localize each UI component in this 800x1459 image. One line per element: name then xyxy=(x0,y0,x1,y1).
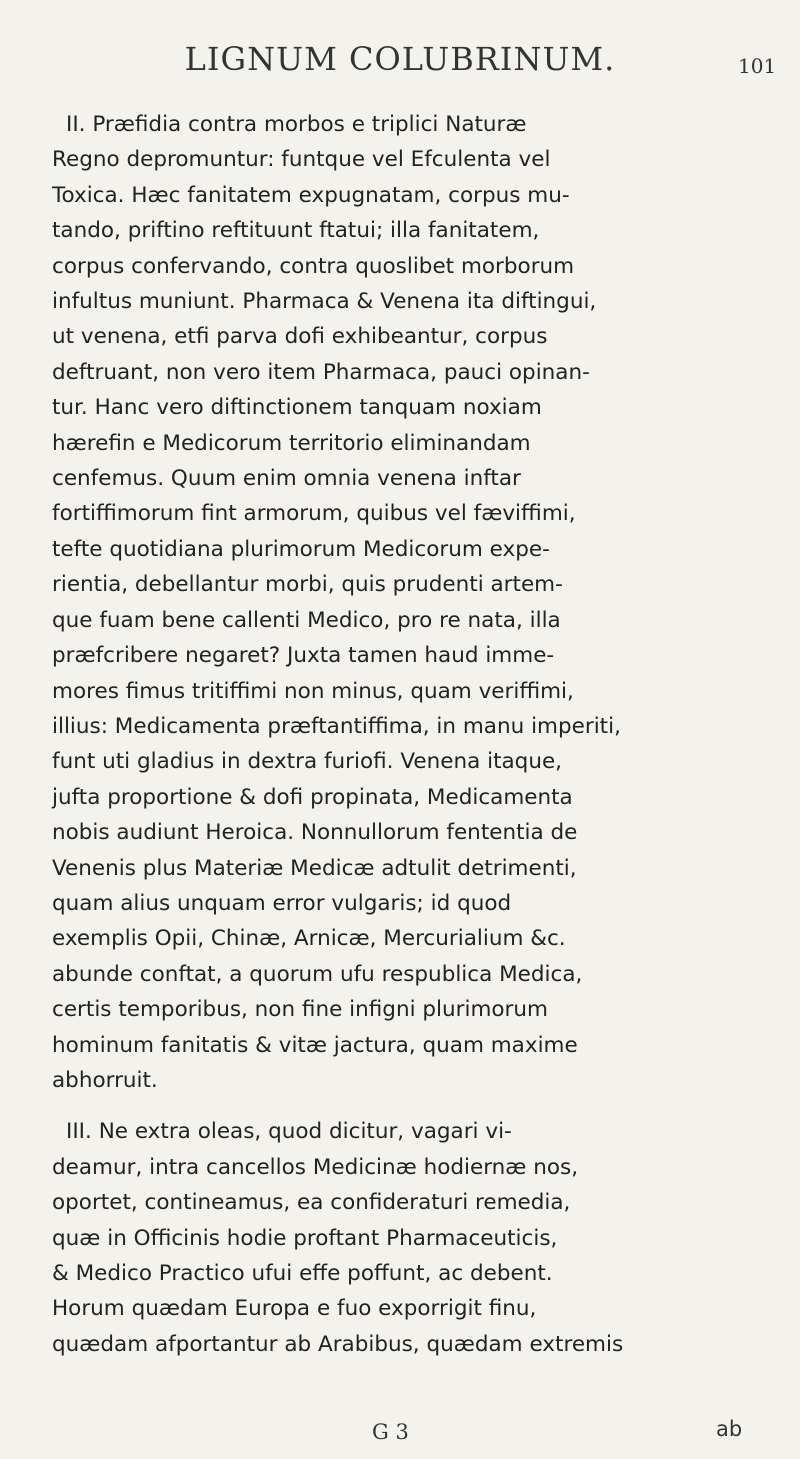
text-line: Horum quædam Europa e fuo exporrigit finu, xyxy=(52,1296,537,1322)
text-line: præfcribere negaret? Juxta tamen haud imme- xyxy=(52,643,555,669)
text-line: cenfemus. Quum enim omnia venena inftar xyxy=(52,466,521,492)
catchword: ab xyxy=(716,1417,743,1441)
text-line: tefte quotidiana plurimorum Medicorum expe- xyxy=(52,536,550,562)
text-line: abunde conftat, a quorum ufu respublica Medica, xyxy=(52,961,583,987)
text-line: Regno depromuntur: funtque vel Efculenta vel xyxy=(52,147,551,173)
text-line: infultus muniunt. Pharmaca & Venena ita diftingui, xyxy=(52,289,597,315)
text-line: hominum fanitatis & vitæ jactura, quam maxime xyxy=(52,1032,578,1058)
signature-mark: G 3 xyxy=(372,1420,409,1444)
text-line: deamur, intra cancellos Medicinæ hodiernæ nos, xyxy=(52,1154,579,1180)
text-line: ut venena, etfi parva dofi exhibeantur, corpus xyxy=(52,324,548,350)
paragraph xyxy=(52,1114,758,1362)
text-line: illius: Medicamenta præftantiffima, in manu imperiti, xyxy=(52,713,621,739)
text-line: certis temporibus, non fine infigni plurimorum xyxy=(52,997,548,1023)
text-line: jufta proportione & dofi propinata, Medicamenta xyxy=(52,784,573,810)
text-line: quam alius unquam error vulgaris; id quod xyxy=(52,890,512,916)
text-line: nobis audiunt Heroica. Nonnullorum fententia de xyxy=(52,820,578,846)
text-line: quædam afportantur ab Arabibus, quædam extremis xyxy=(52,1331,624,1357)
text-line: quæ in Officinis hodie proftant Pharmaceuticis, xyxy=(52,1225,558,1251)
text-line: & Medico Practico ufui effe poffunt, ac debent. xyxy=(52,1261,553,1286)
text-line: mores fimus tritiffimi non minus, quam veriffimi, xyxy=(52,678,574,704)
text-line: hærefin e Medicorum territorio eliminandam xyxy=(52,430,531,456)
text-line: III. Ne extra oleas, quod dicitur, vagari vi- xyxy=(66,1119,512,1145)
text-line: que fuam bene callenti Medico, pro re nata, illa xyxy=(52,607,561,633)
text-line: funt uti gladius in dextra furiofi. Venena itaque, xyxy=(52,749,563,775)
paragraph xyxy=(52,107,758,1098)
text-line: rientia, debellantur morbi, quis prudenti artem- xyxy=(52,572,563,598)
text-line: corpus confervando, contra quoslibet morborum xyxy=(52,253,575,279)
body-text xyxy=(52,107,758,1362)
text-line: fortiffimorum fint armorum, quibus vel fæviffimi, xyxy=(52,501,576,527)
text-line: oportet, contineamus, ea confideraturi remedia, xyxy=(52,1190,571,1216)
text-line: tando, priftino reftituunt ftatui; illa fanitatem, xyxy=(52,218,540,244)
text-line: Toxica. Hæc fanitatem expugnatam, corpus mu- xyxy=(52,182,570,208)
text-line: abhorruit. xyxy=(52,1067,158,1093)
text-line: Venenis plus Materiæ Medicæ adtulit detrimenti, xyxy=(52,855,577,881)
page-number: 101 xyxy=(738,54,777,78)
text-line: tur. Hanc vero diftinctionem tanquam noxiam xyxy=(52,395,542,421)
running-title: LIGNUM COLUBRINUM. xyxy=(184,40,616,78)
text-line: II. Præfidia contra morbos e triplici Naturæ xyxy=(66,112,527,137)
text-line: exemplis Opii, Chinæ, Arnicæ, Mercurialium &c. xyxy=(52,926,566,952)
text-line: deftruant, non vero item Pharmaca, pauci opinan- xyxy=(52,359,590,385)
